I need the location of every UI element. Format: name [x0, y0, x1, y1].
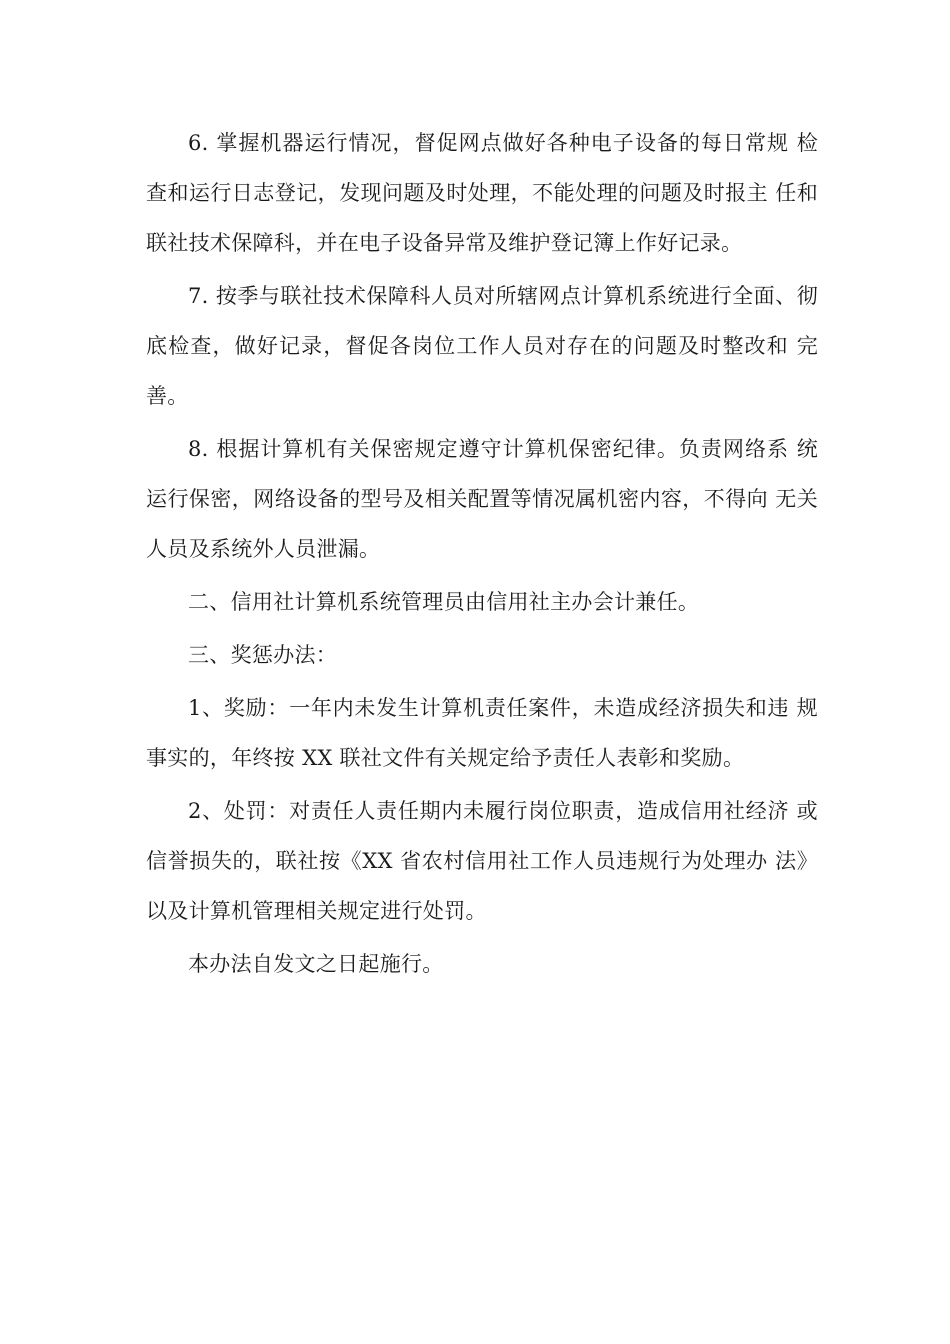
paragraph-penalty: 2、处罚：对责任人责任期内未履行岗位职责，造成信用社经济 或信誉损失的，联社按《XX 省农村信用社工作人员违规行为处理办 法》以及计算机管理相关规定进行处罚。 — [146, 799, 818, 923]
paragraph-section-2: 二、信用社计算机系统管理员由信用社主办会计兼任。 — [188, 590, 700, 614]
paragraph-effective-date: 本办法自发文之日起施行。 — [188, 952, 444, 976]
paragraph-item-6: 6. 掌握机器运行情况，督促网点做好各种电子设备的每日常规 检查和运行日志登记，发现问题及时处理，不能处理的问题及时报主 任和联社技术保障科，并在电子设备异常及维护登记簿上作好记录。 — [146, 131, 818, 255]
document-body — [146, 118, 818, 992]
paragraph-item-8: 8. 根据计算机有关保密规定遵守计算机保密纪律。负责网络系 统运行保密，网络设备的型号及相关配置等情况属机密内容，不得向 无关人员及系统外人员泄漏。 — [146, 437, 818, 561]
paragraph-item-7: 7. 按季与联社技术保障科人员对所辖网点计算机系统进行全面、彻底检查，做好记录，督促各岗位工作人员对存在的问题及时整改和 完善。 — [146, 284, 818, 408]
paragraph-reward: 1、奖励：一年内未发生计算机责任案件，未造成经济损失和违 规事实的，年终按 XX 联社文件有关规定给予责任人表彰和奖励。 — [146, 696, 818, 770]
paragraph-section-3-heading: 三、奖惩办法： — [188, 643, 338, 667]
